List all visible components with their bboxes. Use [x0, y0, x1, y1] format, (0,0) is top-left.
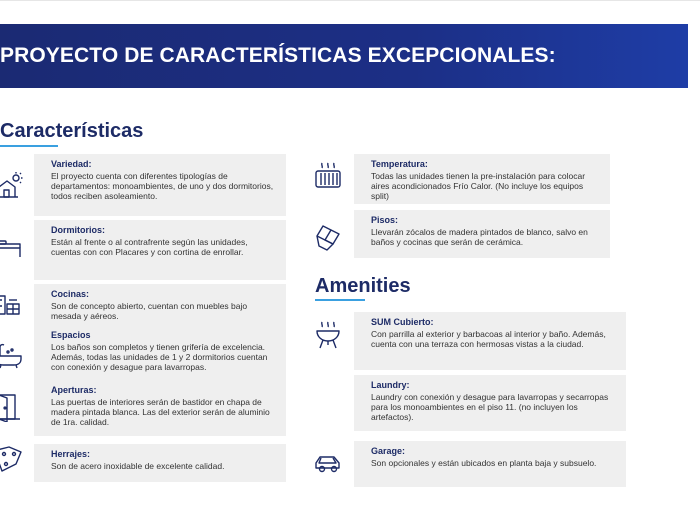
feature-card-description: Los baños son completos y tienen grifería de excelencia. Además, todas las unidades de 1 y 2 dormitorios cuentan con conexión y desague para lavarropas. — [51, 342, 268, 372]
amenity-card-description: Son opcionales y están ubicados en planta baja y subsuelo. — [371, 458, 597, 468]
caracteristicas-underline — [0, 145, 58, 147]
feature-card-dormitorios — [34, 220, 286, 280]
bed-icon — [0, 230, 24, 260]
amenity-card-sum-cubierto — [354, 312, 626, 370]
amenity-card-garage — [354, 441, 626, 487]
kitchen-icon — [0, 288, 24, 318]
feature-card-description: Son de concepto abierto, cuentan con muebles bajo mesada y aéreos. — [51, 301, 248, 321]
feature-card-aperturas — [34, 380, 286, 436]
feature-card-espacios — [34, 325, 286, 381]
amenity-card-description: Con parrilla al exterior y barbacoas al interior y baño. Además, cuenta con una terraza con hermosas vistas a la ciudad. — [371, 329, 606, 349]
house-sun-icon — [0, 170, 24, 200]
amenity-card-title: SUM Cubierto: — [371, 317, 434, 327]
feature-card-variedad — [34, 154, 286, 216]
grill-icon — [313, 320, 343, 350]
door-icon — [0, 392, 24, 422]
feature-card-cocinas — [34, 284, 286, 326]
feature-card-title: Cocinas: — [51, 289, 90, 299]
feature-card-title: Aperturas: — [51, 385, 97, 395]
header-banner — [0, 24, 688, 88]
feature-card-description: Están al frente o al contrafrente según las unidades, cuentas con con Placares y con cortina de enrollar. — [51, 237, 248, 257]
hinge-icon — [0, 444, 24, 474]
feature-card-title: Espacios — [51, 330, 91, 340]
feature-card-herrajes — [34, 444, 286, 482]
caracteristicas-title: Características — [0, 120, 144, 142]
feature-card-description: Las puertas de interiores serán de bastidor en chapa de madera pintada blanca. Las del exterior serán de aluminio de 1ra. calidad. — [51, 397, 270, 427]
heater-icon — [313, 160, 343, 190]
amenity-card-description: Laundry con conexión y desague para lavarropas y secarropas para los monoambientes en el piso 11. (no incluyen los artefactos). — [371, 392, 609, 422]
feature-card-temperatura — [354, 154, 610, 204]
amenities-underline — [315, 299, 365, 301]
feature-card-title: Temperatura: — [371, 159, 428, 169]
feature-card-title: Pisos: — [371, 215, 399, 225]
feature-card-description: Son de acero inoxidable de excelente calidad. — [51, 461, 225, 471]
amenity-card-laundry — [354, 375, 626, 431]
feature-card-description: Llevarán zócalos de madera pintados de blanco, salvo en baños y cocinas que serán de cerámica. — [371, 227, 588, 247]
feature-card-description: Todas las unidades tienen la pre-instalación para colocar aires acondicionados Frío Calor. (No incluye los equipos split) — [371, 171, 586, 201]
bathtub-icon — [0, 340, 24, 370]
amenities-title: Amenities — [315, 275, 411, 297]
floor-tiles-icon — [313, 222, 343, 252]
feature-card-title: Dormitorios: — [51, 225, 105, 235]
top-divider — [0, 0, 700, 1]
banner-title: PROYECTO DE CARACTERÍSTICAS EXCEPCIONALES: — [0, 44, 556, 67]
feature-card-description: El proyecto cuenta con diferentes tipologías de departamentos: monoambientes, de uno y dos dormitorios, todos reciben asoleamiento. — [51, 171, 274, 201]
amenity-card-title: Garage: — [371, 446, 406, 456]
amenity-card-title: Laundry: — [371, 380, 410, 390]
feature-card-title: Variedad: — [51, 159, 92, 169]
car-icon — [313, 448, 343, 478]
feature-card-title: Herrajes: — [51, 449, 91, 459]
feature-card-pisos — [354, 210, 610, 258]
